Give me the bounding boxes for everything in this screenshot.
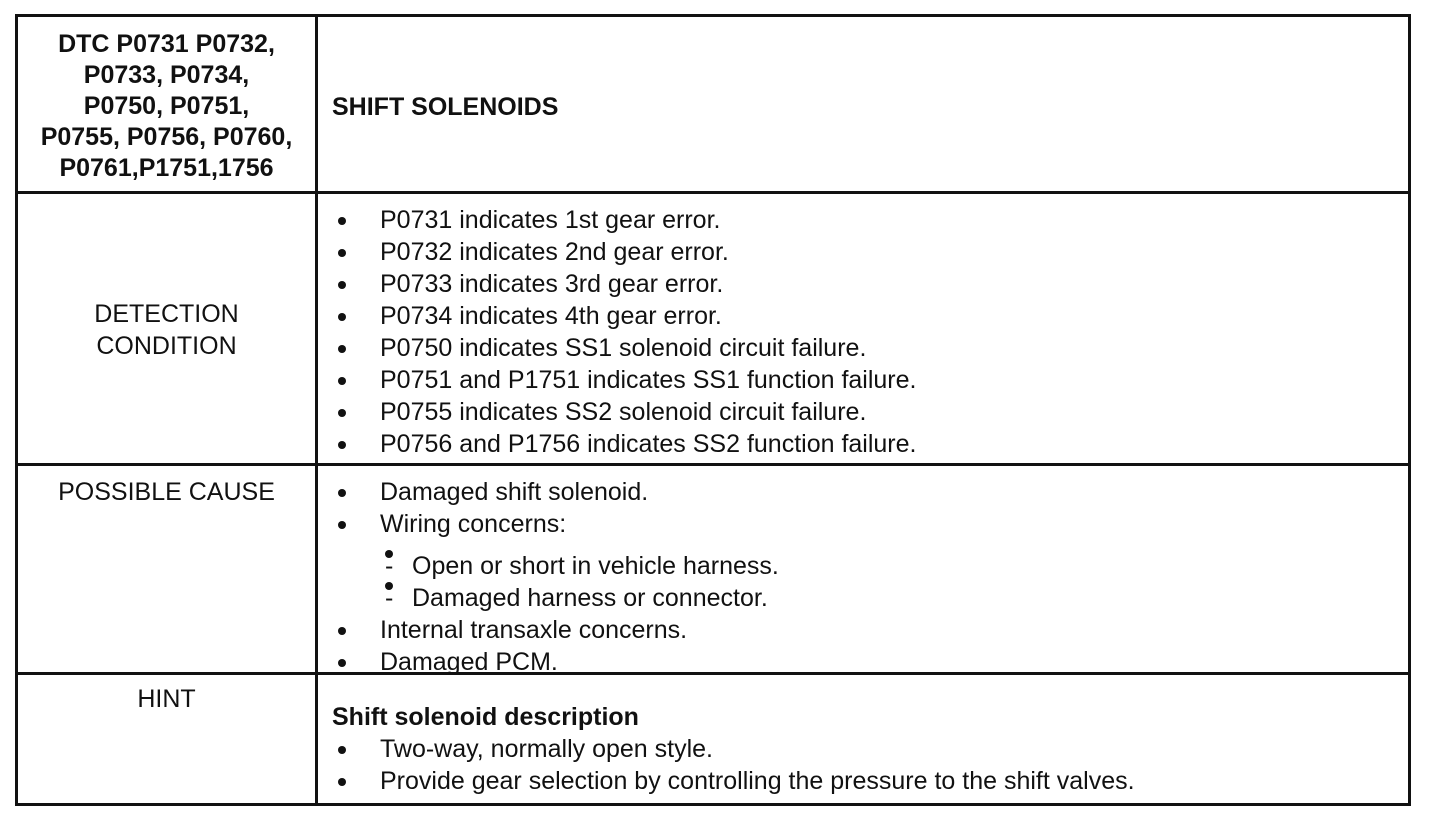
list-item: Internal transaxle concerns. (318, 614, 1408, 646)
detection-row (18, 194, 1408, 466)
dtc-table (15, 14, 1411, 806)
list-item: P0731 indicates 1st gear error. (318, 204, 1408, 236)
hint-list (318, 733, 1408, 797)
list-item: Provide gear selection by controlling the pressure to the shift valves. (318, 765, 1408, 797)
dtc-line: P0750, P0751, (83, 92, 250, 120)
list-item: Damaged shift solenoid. (318, 476, 1408, 508)
list-item: P0732 indicates 2nd gear error. (318, 236, 1408, 268)
header-row (18, 17, 1408, 194)
detection-list (318, 194, 1408, 460)
list-item: P0750 indicates SS1 solenoid circuit failure. (318, 332, 1408, 364)
title-cell (318, 17, 1408, 194)
list-item-wiring (318, 508, 1408, 614)
list-item: Two-way, normally open style. (318, 733, 1408, 765)
possible-cause-label: POSSIBLE CAUSE (58, 478, 275, 506)
dtc-codes-cell (18, 17, 315, 194)
possible-cause-list (318, 466, 1408, 678)
hint-heading: Shift solenoid description (332, 703, 639, 731)
possible-cause-row (18, 466, 1408, 675)
possible-cause-content-cell (318, 466, 1408, 675)
list-item: P0755 indicates SS2 solenoid circuit failure. (318, 396, 1408, 428)
list-item: Damaged PCM. (318, 646, 1408, 678)
detection-label-line: DETECTION (94, 300, 239, 328)
wiring-sublist (380, 540, 1408, 614)
dtc-line: P0761,P1751,1756 (59, 154, 274, 182)
list-item: P0756 and P1756 indicates SS2 function failure. (318, 428, 1408, 460)
hint-row (18, 675, 1408, 803)
detection-content-cell (318, 194, 1408, 466)
list-item: P0734 indicates 4th gear error. (318, 300, 1408, 332)
dtc-line: DTC P0731 P0732, (58, 30, 275, 58)
hint-label-cell (18, 675, 315, 803)
dtc-codes (18, 17, 315, 184)
dtc-line: P0755, P0756, P0760, (40, 123, 293, 151)
list-item: P0733 indicates 3rd gear error. (318, 268, 1408, 300)
sub-list-item: - Open or short in vehicle harness. (380, 550, 1408, 582)
detection-label-line: CONDITION (96, 332, 237, 360)
detection-label-cell (18, 194, 315, 466)
list-item: P0751 and P1751 indicates SS1 function failure. (318, 364, 1408, 396)
possible-cause-label-cell (18, 466, 315, 675)
hint-label: HINT (137, 685, 196, 713)
sub-list-item: - Damaged harness or connector. (380, 582, 1408, 614)
detection-label (18, 298, 315, 362)
dtc-line: P0733, P0734, (83, 61, 250, 89)
page-title: SHIFT SOLENOIDS (332, 93, 559, 121)
hint-content-cell (318, 675, 1408, 803)
list-item-label: Wiring concerns: (380, 510, 567, 538)
